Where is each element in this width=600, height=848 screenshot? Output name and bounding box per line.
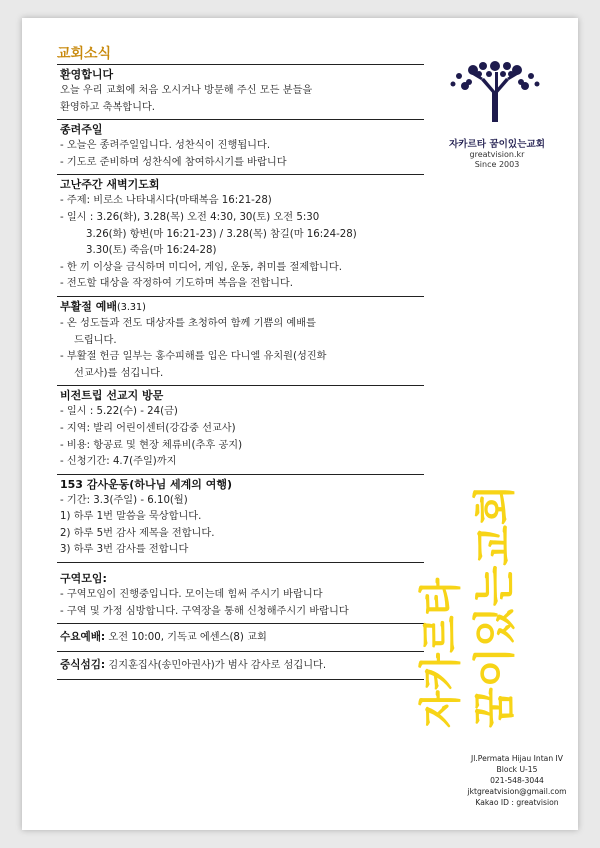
email: jktgreatvision@gmail.com xyxy=(467,787,567,796)
section-title: 비전트립 선교지 방문 xyxy=(60,389,164,403)
section-welcome xyxy=(57,64,424,119)
church-name: 자카르타 꿈이있는교회 xyxy=(448,139,545,150)
section-title xyxy=(60,299,424,316)
news-column xyxy=(57,44,424,680)
text-line: - 부활절 헌금 일부는 홍수피해를 입은 다니엘 유치원(성진화 xyxy=(60,351,327,363)
text-line: 3) 하루 3번 감사를 전합니다 xyxy=(60,544,189,556)
text-line: - 오늘은 종려주일입니다. 성찬식이 진행됩니다. xyxy=(60,140,271,152)
section-title: 수요예배: xyxy=(60,631,106,644)
vertical-text-line1: 자카르타 xyxy=(416,565,465,728)
text-line: 3.26(화) 항변(마 16:21-23) / 3.28(목) 참길(마 16:24-28) xyxy=(86,228,357,240)
section-title: 환영합니다 xyxy=(60,68,114,81)
section-title: 153 감사운동(하나님 세계의 여행) xyxy=(60,477,233,491)
section-title: 구역모임: xyxy=(60,572,107,586)
vertical-text-line2: 꿈이있는교회 xyxy=(470,484,519,728)
text-line: 2) 하루 5번 감사 제목을 전합니다. xyxy=(60,527,215,539)
text-line: - 주제: 비로소 나타내시다(마태복음 16:21-28) xyxy=(60,195,272,207)
bulletin-page xyxy=(22,18,578,830)
section-lunch xyxy=(57,651,424,680)
section-title: 중식섬김: xyxy=(60,659,106,672)
inline-line xyxy=(60,657,424,674)
page-title: 교회소식 xyxy=(57,46,112,62)
section-title-date: (3.31) xyxy=(116,301,146,313)
text-line: 1) 하루 1번 말씀을 묵상합니다. xyxy=(60,511,202,523)
text-line: - 일시 : 3.26(화), 3.28(목) 오전 4:30, 30(토) 오전 5:30 xyxy=(60,211,320,223)
text-line: 3.30(토) 죽음(마 16:24-28) xyxy=(86,245,217,257)
section-wednesday xyxy=(57,623,424,651)
text-line: - 구역 및 가정 심방합니다. 구역장을 통해 신청해주시기 바랍니다 xyxy=(60,605,349,617)
text-line: 선교사)를 섬깁니다. xyxy=(74,367,164,379)
section-easter xyxy=(57,296,424,385)
section-vision-trip xyxy=(57,385,424,473)
sidebar xyxy=(417,18,577,830)
vertical-church-title xyxy=(416,428,543,738)
website: greatvision.kr xyxy=(469,150,525,159)
address-line: Jl.Permata Hijau Intan IV xyxy=(471,754,563,763)
section-palm-sunday xyxy=(57,119,424,174)
text-line: 환영하고 축복합니다. xyxy=(60,101,156,113)
text-line: - 한 끼 이상을 금식하며 미디어, 게임, 운동, 취미를 절제합니다. xyxy=(60,261,342,273)
text-line: - 일시 : 5.22(수) - 24(금) xyxy=(60,406,178,418)
section-title-text: 부활절 예배 xyxy=(60,299,117,313)
text-line: 드립니다. xyxy=(74,334,117,346)
inline-line xyxy=(60,629,424,646)
since-year: Since 2003 xyxy=(474,160,520,169)
text-line: - 지역: 발리 어린이센터(강갑중 선교사) xyxy=(60,422,236,434)
section-text: 오전 10:00, 기독교 에센스(8) 교회 xyxy=(105,632,267,644)
tree-logo-icon xyxy=(443,62,547,122)
text-line: - 신청기간: 4.7(주일)까지 xyxy=(60,456,177,468)
text-line: - 비용: 항공료 및 현장 체류비(추후 공지) xyxy=(60,439,243,451)
text-line: - 온 성도들과 전도 대상자를 초청하여 함께 기쁨의 예배를 xyxy=(60,317,316,329)
section-title: 고난주간 새벽기도회 xyxy=(60,178,160,192)
text-line: - 전도할 대상을 작정하여 기도하며 복음을 전합니다. xyxy=(60,278,294,290)
section-dawn-prayer xyxy=(57,174,424,296)
kakao-id: Kakao ID : greatvision xyxy=(475,798,559,807)
text-line: - 구역모임이 진행중입니다. 모이는데 힘써 주시기 바랍니다 xyxy=(60,589,323,601)
section-thanks-campaign xyxy=(57,474,424,562)
text-line: - 기도로 준비하며 성찬식에 참여하시기를 바랍니다 xyxy=(60,156,287,168)
section-text: 김지훈집사(송민아권사)가 범사 감사로 섬깁니다. xyxy=(105,660,327,672)
phone: 021-548-3044 xyxy=(490,776,544,785)
address-block xyxy=(457,753,577,808)
address-line: Block U-15 xyxy=(496,765,538,774)
text-line: - 기간: 3.3(주일) - 6.10(월) xyxy=(60,494,188,506)
section-district xyxy=(57,562,424,623)
text-line: 오늘 우리 교회에 처음 오시거나 방문해 주신 모든 분들을 xyxy=(60,85,313,96)
section-title: 종려주일 xyxy=(60,123,103,137)
